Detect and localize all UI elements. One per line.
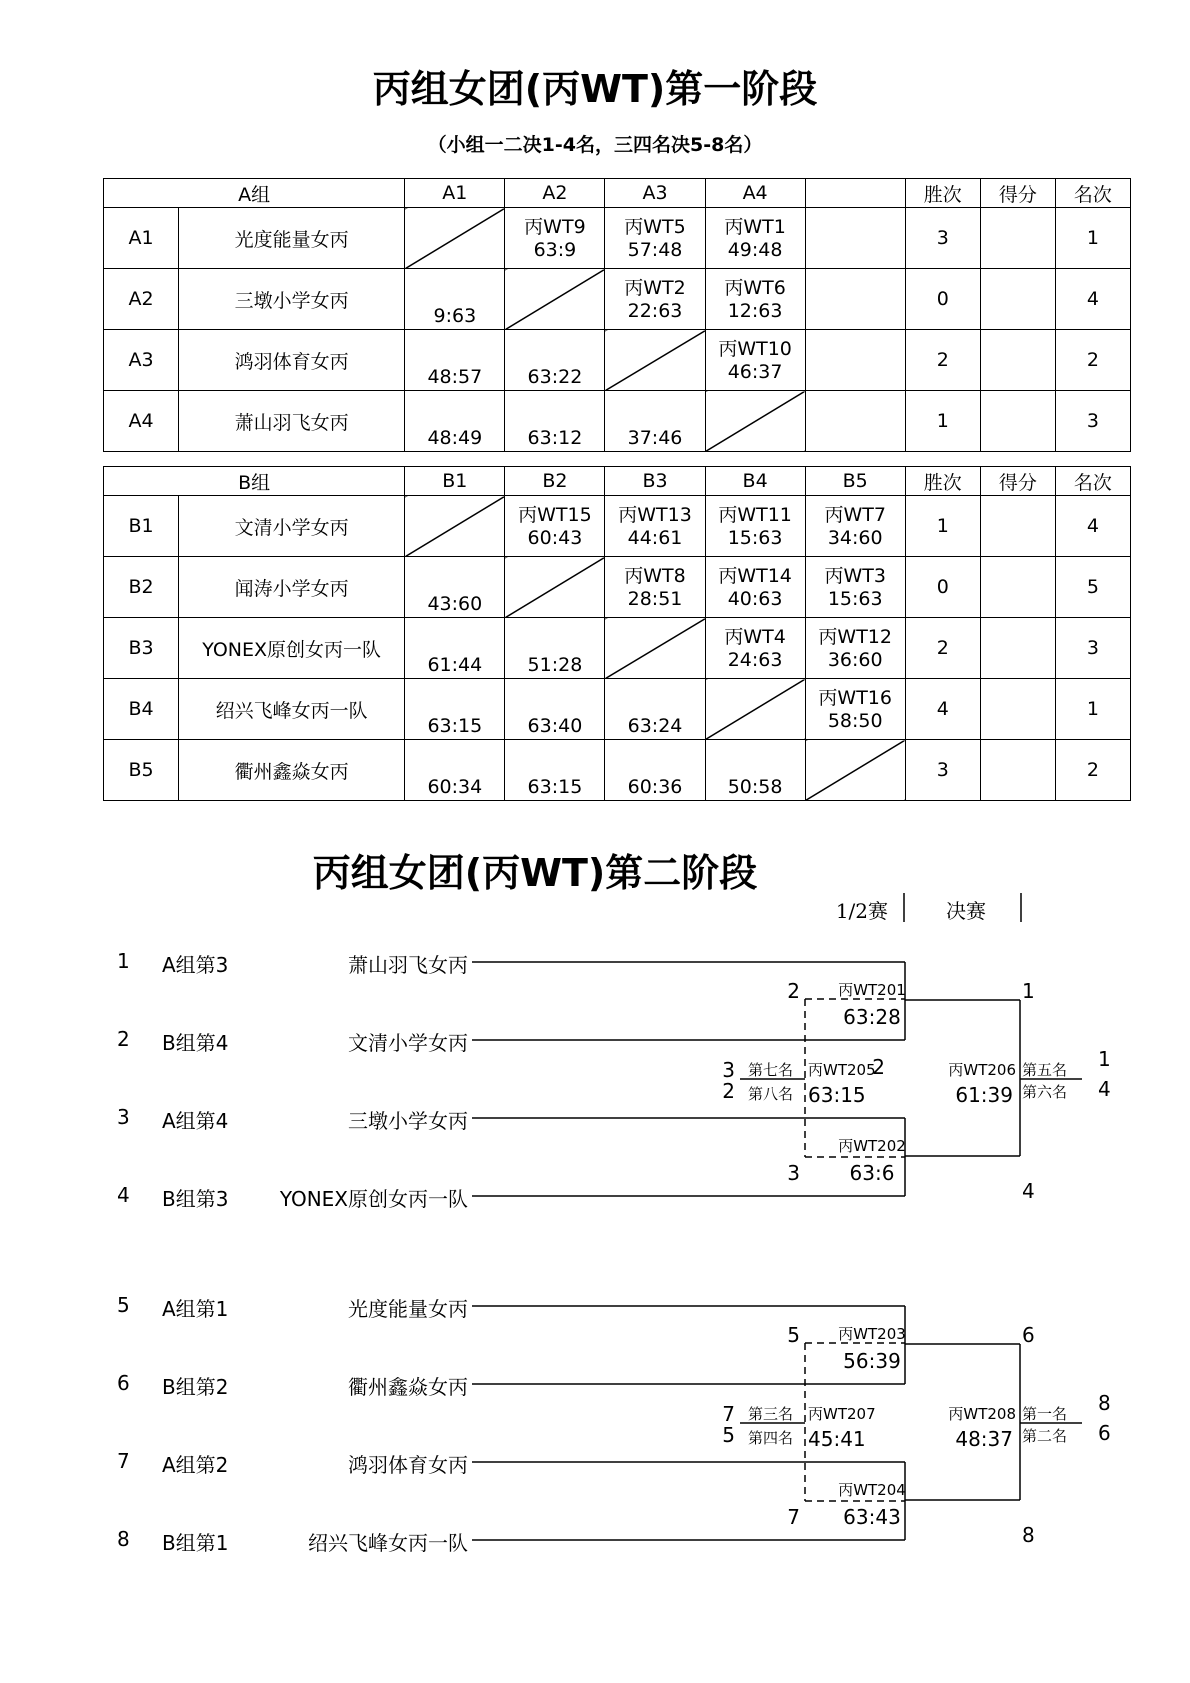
entry-seed: A组第3 xyxy=(162,953,229,977)
wins-cell: 1 xyxy=(905,496,980,557)
match-score: 63:12 xyxy=(527,427,583,449)
group-a-label: A组 xyxy=(104,179,405,208)
entry-team: YONEX原创女丙一队 xyxy=(279,1187,468,1211)
m207-top: 7 xyxy=(722,1402,735,1426)
m205-score: 63:15 xyxy=(808,1083,866,1107)
entry-team: 鸿羽体育女丙 xyxy=(348,1453,468,1477)
rank-cell: 4 xyxy=(1055,496,1130,557)
match-score: 51:28 xyxy=(527,654,583,676)
rank-cell: 2 xyxy=(1055,330,1130,391)
entry-team: 光度能量女丙 xyxy=(348,1297,468,1321)
match-score: 63:15 xyxy=(527,776,583,798)
group-b-wins-header: 胜次 xyxy=(905,467,980,496)
match-score: 48:49 xyxy=(427,427,483,449)
match-score: 24:63 xyxy=(727,649,783,671)
m205-side: 2 xyxy=(872,1055,885,1079)
entry-number: 5 xyxy=(117,1293,130,1317)
m206-bottom: 4 xyxy=(1022,1179,1035,1203)
match-score: 63:9 xyxy=(533,239,577,261)
wins-cell: 3 xyxy=(905,740,980,801)
team-code: B2 xyxy=(104,557,179,618)
match-score: 28:51 xyxy=(627,588,683,610)
match-id: 丙WT14 xyxy=(718,565,792,587)
entry-number: 8 xyxy=(117,1527,130,1551)
m202-id: 丙WT202 xyxy=(838,1137,906,1155)
entry-number: 2 xyxy=(117,1027,130,1051)
round-final-label: 决赛 xyxy=(946,899,986,923)
entry-number: 4 xyxy=(117,1183,130,1207)
m206-id: 丙WT206 xyxy=(948,1061,1016,1079)
stage1-title: 丙组女团(丙WT)第一阶段 xyxy=(372,67,818,111)
entry-number: 3 xyxy=(117,1105,130,1129)
group-b-label: B组 xyxy=(104,467,405,496)
group-b-rank-header: 名次 xyxy=(1055,467,1130,496)
m204-score: 63:43 xyxy=(843,1505,901,1529)
match-score: 9:63 xyxy=(433,305,477,327)
team-code: A2 xyxy=(104,269,179,330)
m208-id: 丙WT208 xyxy=(948,1405,1016,1423)
m203-winner: 5 xyxy=(787,1323,800,1347)
match-score: 37:46 xyxy=(627,427,683,449)
match-score: 63:15 xyxy=(427,715,483,737)
m206-score: 61:39 xyxy=(955,1083,1013,1107)
group-b-col-header: B1 xyxy=(405,467,505,496)
m206-place-bottom: 第六名 xyxy=(1022,1083,1068,1101)
team-code: A1 xyxy=(104,208,179,269)
entry-seed: B组第2 xyxy=(162,1375,229,1399)
match-id: 丙WT5 xyxy=(624,216,686,238)
match-score: 63:22 xyxy=(527,366,583,388)
match-score: 46:37 xyxy=(727,361,783,383)
match-score: 63:24 xyxy=(627,715,683,737)
match-score: 58:50 xyxy=(827,710,883,732)
m208-result-top: 8 xyxy=(1098,1391,1111,1415)
match-score: 57:48 xyxy=(627,239,683,261)
wins-cell: 4 xyxy=(905,679,980,740)
entry-seed: A组第2 xyxy=(162,1453,229,1477)
wins-cell: 0 xyxy=(905,269,980,330)
match-id: 丙WT15 xyxy=(518,504,592,526)
team-name: YONEX原创女丙一队 xyxy=(179,618,405,679)
team-code: B1 xyxy=(104,496,179,557)
match-score: 15:63 xyxy=(827,588,883,610)
team-code: B3 xyxy=(104,618,179,679)
m207-place-top: 第三名 xyxy=(748,1405,794,1423)
entry-number: 6 xyxy=(117,1371,130,1395)
match-id: 丙WT16 xyxy=(818,687,892,709)
entry-seed: B组第3 xyxy=(162,1187,229,1211)
match-score: 36:60 xyxy=(827,649,883,671)
match-id: 丙WT11 xyxy=(718,504,792,526)
m205-id: 丙WT205 xyxy=(808,1061,876,1079)
entry-number: 1 xyxy=(117,949,130,973)
group-b-col-header: B3 xyxy=(605,467,705,496)
match-score: 12:63 xyxy=(727,300,783,322)
m208-score: 48:37 xyxy=(955,1427,1013,1451)
match-id: 丙WT6 xyxy=(724,277,786,299)
match-id: 丙WT10 xyxy=(718,338,792,360)
team-name: 衢州鑫焱女丙 xyxy=(179,740,405,801)
entry-team: 萧山羽飞女丙 xyxy=(348,953,468,977)
rank-cell: 1 xyxy=(1055,208,1130,269)
m202-winner: 3 xyxy=(787,1161,800,1185)
match-score: 15:63 xyxy=(727,527,783,549)
entry-number: 7 xyxy=(117,1449,130,1473)
team-code: A3 xyxy=(104,330,179,391)
match-id: 丙WT3 xyxy=(824,565,886,587)
round-semifinal-label: 1/2赛 xyxy=(835,899,888,923)
team-name: 绍兴飞峰女丙一队 xyxy=(179,679,405,740)
m205-top: 3 xyxy=(722,1058,735,1082)
m205-place-top: 第七名 xyxy=(748,1061,794,1079)
match-score: 43:60 xyxy=(427,593,483,615)
m206-result-bottom: 4 xyxy=(1098,1077,1111,1101)
team-code: A4 xyxy=(104,391,179,452)
group-a-col-header: A2 xyxy=(505,179,605,208)
rank-cell: 3 xyxy=(1055,391,1130,452)
entry-team: 衢州鑫焱女丙 xyxy=(348,1375,468,1399)
match-id: 丙WT9 xyxy=(524,216,586,238)
match-id: 丙WT13 xyxy=(618,504,692,526)
m206-top: 1 xyxy=(1022,979,1035,1003)
wins-cell: 2 xyxy=(905,330,980,391)
entry-seed: A组第1 xyxy=(162,1297,229,1321)
entry-team: 绍兴飞峰女丙一队 xyxy=(308,1531,468,1555)
m206-place-top: 第五名 xyxy=(1022,1061,1068,1079)
group-a-col-header: A3 xyxy=(605,179,705,208)
wins-cell: 0 xyxy=(905,557,980,618)
team-name: 三墩小学女丙 xyxy=(179,269,405,330)
m201-winner: 2 xyxy=(787,979,800,1003)
team-code: B5 xyxy=(104,740,179,801)
m207-id: 丙WT207 xyxy=(808,1405,876,1423)
wins-cell: 2 xyxy=(905,618,980,679)
match-id: 丙WT12 xyxy=(818,626,892,648)
match-id: 丙WT8 xyxy=(624,565,686,587)
group-b-score-header: 得分 xyxy=(980,467,1055,496)
m204-id: 丙WT204 xyxy=(838,1481,906,1499)
team-name: 萧山羽飞女丙 xyxy=(179,391,405,452)
match-score: 61:44 xyxy=(427,654,483,676)
match-score: 44:61 xyxy=(627,527,683,549)
match-score: 49:48 xyxy=(727,239,783,261)
group-a-rank-header: 名次 xyxy=(1055,179,1130,208)
m204-winner: 7 xyxy=(787,1505,800,1529)
group-a-score-header: 得分 xyxy=(980,179,1055,208)
m208-place-bottom: 第二名 xyxy=(1022,1427,1068,1445)
m208-top: 6 xyxy=(1022,1323,1035,1347)
wins-cell: 3 xyxy=(905,208,980,269)
match-score: 22:63 xyxy=(627,300,683,322)
entry-seed: B组第4 xyxy=(162,1031,229,1055)
entry-seed: B组第1 xyxy=(162,1531,229,1555)
m205-place-bottom: 第八名 xyxy=(748,1085,794,1103)
entry-team: 文清小学女丙 xyxy=(348,1031,468,1055)
m208-place-top: 第一名 xyxy=(1022,1405,1068,1423)
match-id: 丙WT4 xyxy=(724,626,786,648)
stage2-title: 丙组女团(丙WT)第二阶段 xyxy=(312,851,758,895)
stage1-subtitle: （小组一二决1-4名，三四名决5-8名） xyxy=(427,134,763,156)
rank-cell: 3 xyxy=(1055,618,1130,679)
match-score: 60:36 xyxy=(627,776,683,798)
team-name: 光度能量女丙 xyxy=(179,208,405,269)
group-a-col-header: A4 xyxy=(705,179,805,208)
match-score: 60:43 xyxy=(527,527,583,549)
match-score: 63:40 xyxy=(527,715,583,737)
m207-score: 45:41 xyxy=(808,1427,866,1451)
m208-bottom: 8 xyxy=(1022,1523,1035,1547)
entry-team: 三墩小学女丙 xyxy=(348,1109,468,1133)
rank-cell: 1 xyxy=(1055,679,1130,740)
entry-seed: A组第4 xyxy=(162,1109,229,1133)
m202-score: 63:6 xyxy=(849,1161,895,1185)
m205-bottom: 2 xyxy=(722,1079,735,1103)
match-score: 34:60 xyxy=(827,527,883,549)
m207-bottom: 5 xyxy=(722,1423,735,1447)
match-score: 40:63 xyxy=(727,588,783,610)
group-b-col-header: B4 xyxy=(705,467,805,496)
group-a-col-header: A1 xyxy=(405,179,505,208)
m201-id: 丙WT201 xyxy=(838,981,906,999)
rank-cell: 5 xyxy=(1055,557,1130,618)
group-b-col-header: B5 xyxy=(805,467,905,496)
match-id: 丙WT7 xyxy=(824,504,886,526)
match-id: 丙WT2 xyxy=(624,277,686,299)
m208-result-bottom: 6 xyxy=(1098,1421,1111,1445)
match-score: 60:34 xyxy=(427,776,483,798)
team-name: 闻涛小学女丙 xyxy=(179,557,405,618)
m201-score: 63:28 xyxy=(843,1005,901,1029)
m207-place-bottom: 第四名 xyxy=(748,1429,794,1447)
m203-id: 丙WT203 xyxy=(838,1325,906,1343)
team-code: B4 xyxy=(104,679,179,740)
wins-cell: 1 xyxy=(905,391,980,452)
group-b-col-header: B2 xyxy=(505,467,605,496)
match-id: 丙WT1 xyxy=(724,216,786,238)
team-name: 文清小学女丙 xyxy=(179,496,405,557)
team-name: 鸿羽体育女丙 xyxy=(179,330,405,391)
match-score: 48:57 xyxy=(427,366,483,388)
rank-cell: 4 xyxy=(1055,269,1130,330)
group-a-wins-header: 胜次 xyxy=(905,179,980,208)
match-score: 50:58 xyxy=(727,776,783,798)
m206-result-top: 1 xyxy=(1098,1047,1111,1071)
m203-score: 56:39 xyxy=(843,1349,901,1373)
rank-cell: 2 xyxy=(1055,740,1130,801)
